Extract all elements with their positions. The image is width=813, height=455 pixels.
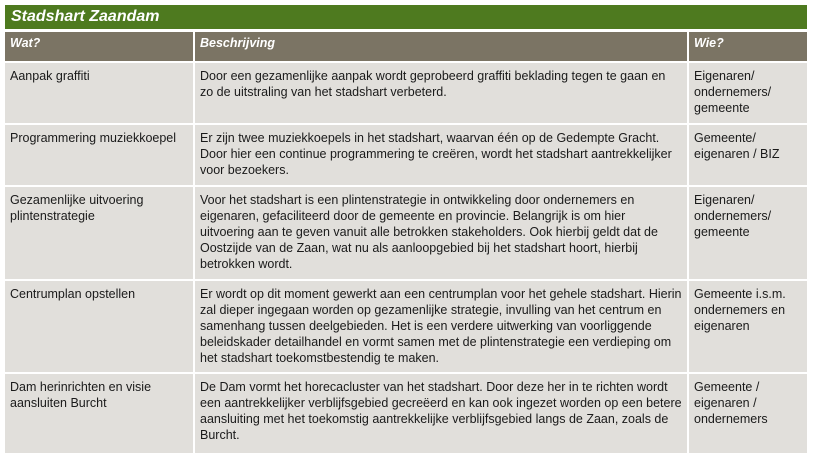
table-row [5,124,807,186]
cell-beschrijving: Voor het stadshart is een plintenstrategie in ontwikkeling door ondernemers en eigenaren, gefaciliteerd door de gemeente en provincie. Belangrijk is om hier uitvoering aan te geven vanuit alle betrokken stakeholders. Ook hierbij geldt dat de Oostzijde van de Zaan, wat nu als aanloopgebied bij het stadshart hoort, hierbij betrokken wordt. [194,186,688,280]
cell-beschrijving: Door een gezamenlijke aanpak wordt geprobeerd graffiti beklading tegen te gaan en zo de uitstraling van het stadshart verbeterd. [194,62,688,124]
cell-wie: Gemeente i.s.m. ondernemers en eigenaren [688,280,807,373]
cell-wie: Gemeente / eigenaren / ondernemers [688,373,807,454]
cell-beschrijving: De Dam vormt het horecacluster van het stadshart. Door deze her in te richten wordt een aantrekkelijker verblijfsgebied gecreëerd en kan ook ingezet worden op een betere aansluiting met het toekomstig aantrekkelijke verblijfsgebied langs de Zaan, zoals de Burcht. [194,373,688,454]
header-row [5,31,807,62]
cell-beschrijving: Er zijn twee muziekkoepels in het stadshart, waarvan één op de Gedempte Gracht. Door hier een continue programmering te creëren, wordt het stadshart aantrekkelijker voor bezoekers. [194,124,688,186]
table-row [5,62,807,124]
cell-wie: Eigenaren/ ondernemers/ gemeente [688,62,807,124]
header-beschrijving: Beschrijving [194,31,688,62]
cell-beschrijving: Er wordt op dit moment gewerkt aan een centrumplan voor het gehele stadshart. Hierin zal dieper ingegaan worden op gezamenlijke strategie, invulling van het centrum en samenhang tussen deelgebieden. Het is een verdere uitwerking van voorliggende beleidskader detailhandel en vormt samen met de plintenstrategie een verdieping om het stadshart toekomstbestendig te maken. [194,280,688,373]
stadshart-table-container [5,5,807,455]
header-wie: Wie? [688,31,807,62]
table-title: Stadshart Zaandam [5,5,807,30]
cell-wie: Eigenaren/ ondernemers/ gemeente [688,186,807,280]
cell-wat: Aanpak graffiti [5,62,194,124]
table-row [5,373,807,454]
table-row [5,280,807,373]
header-wat: Wat? [5,31,194,62]
cell-wat: Centrumplan opstellen [5,280,194,373]
cell-wat: Gezamenlijke uitvoering plintenstrategie [5,186,194,280]
actions-table [5,30,807,455]
cell-wie: Gemeente/ eigenaren / BIZ [688,124,807,186]
table-row [5,186,807,280]
cell-wat: Programmering muziekkoepel [5,124,194,186]
cell-wat: Dam herinrichten en visie aansluiten Burcht [5,373,194,454]
